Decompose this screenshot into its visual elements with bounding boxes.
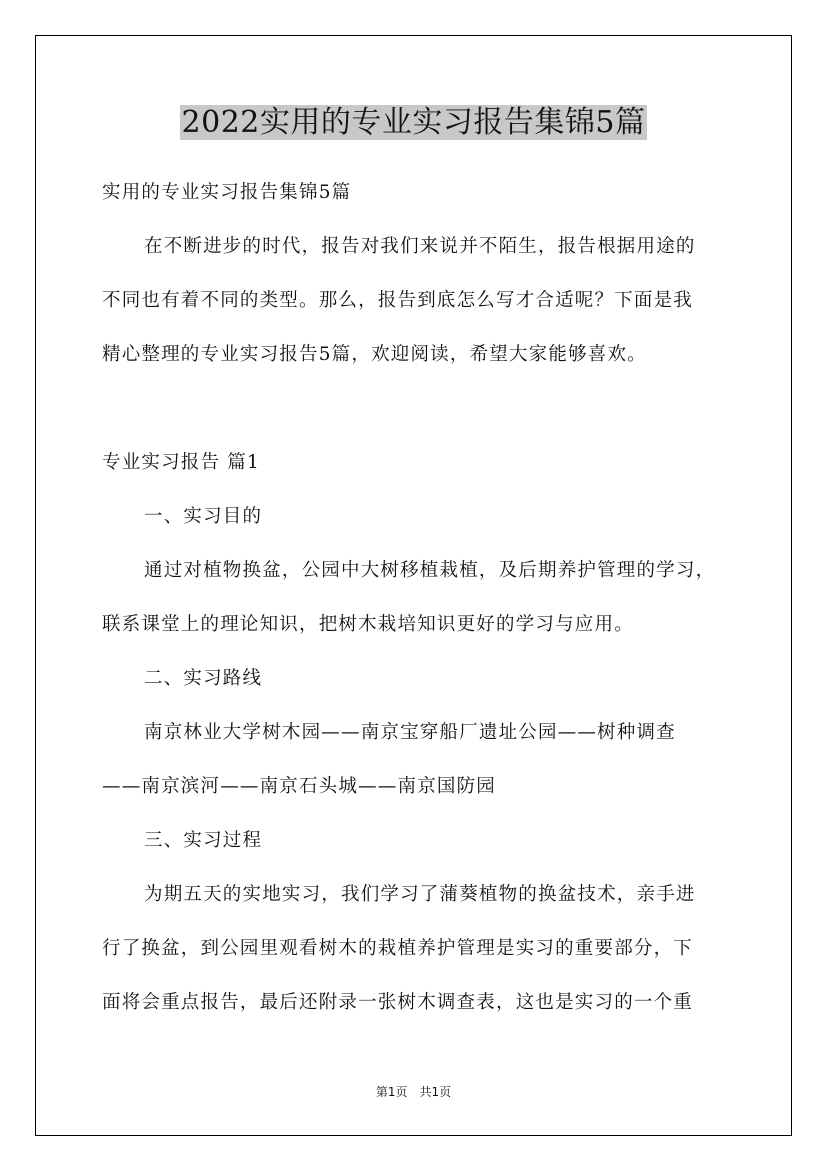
paragraph-line: 行了换盆，到公园里观看树木的栽植养护管理是实习的重要部分，下 xyxy=(102,938,694,959)
document-body xyxy=(102,166,732,1030)
document-title xyxy=(0,101,827,145)
subsection-heading: 一、实习目的 xyxy=(144,506,263,527)
paragraph-line: 面将会重点报告，最后还附录一张树木调查表，这也是实习的一个重 xyxy=(102,992,694,1013)
section-heading: 专业实习报告 篇1 xyxy=(102,452,260,473)
paragraph-line: 为期五天的实地实习，我们学习了蒲葵植物的换盆技术，亲手进 xyxy=(144,884,696,905)
page-number: 第1页 xyxy=(375,1085,408,1099)
page-total: 共1页 xyxy=(419,1085,452,1099)
paragraph-line: 南京林业大学树木园——南京宝穿船厂遗址公园——树种调查 xyxy=(144,722,676,743)
paragraph-line: 通过对植物换盆，公园中大树移植栽植，及后期养护管理的学习， xyxy=(144,560,716,581)
paragraph-line: 不同也有着不同的类型。那么，报告到底怎么写才合适呢？下面是我 xyxy=(102,290,694,311)
paragraph-line: ——南京滨河——南京石头城——南京国防园 xyxy=(102,776,497,797)
subsection-heading: 三、实习过程 xyxy=(144,830,263,851)
page-footer xyxy=(0,1083,827,1100)
subtitle-line: 实用的专业实习报告集锦5篇 xyxy=(102,182,352,203)
paragraph-line: 在不断进步的时代，报告对我们来说并不陌生，报告根据用途的 xyxy=(144,236,696,257)
paragraph-line: 精心整理的专业实习报告5篇，欢迎阅读，希望大家能够喜欢。 xyxy=(102,344,647,365)
blank-line xyxy=(102,382,732,436)
subsection-heading: 二、实习路线 xyxy=(144,668,263,689)
document-title-text: 2022实用的专业实习报告集锦5篇 xyxy=(181,105,646,140)
paragraph-line: 联系课堂上的理论知识，把树木栽培知识更好的学习与应用。 xyxy=(102,614,634,635)
